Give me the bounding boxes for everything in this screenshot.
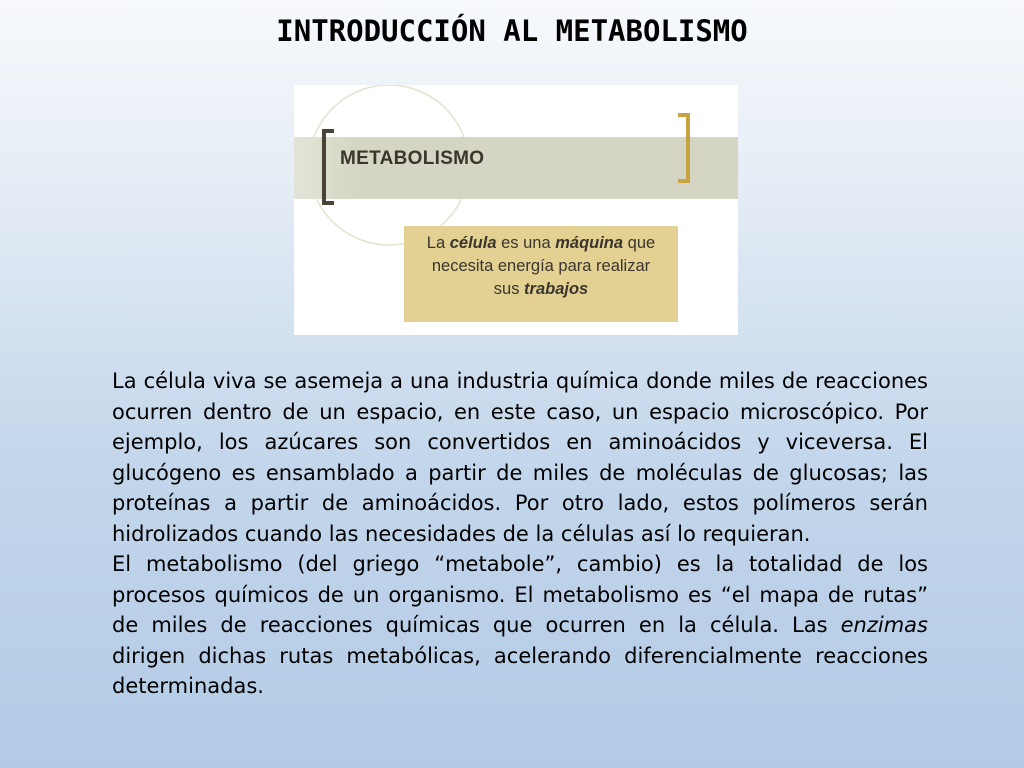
caption-emphasis-trabajos: trabajos [524,280,589,298]
paragraph-1: La célula viva se asemeja a una industria química donde miles de reacciones ocurren dentro de un espacio, en este caso, un espacio microscópico. Por ejemplo, los azúcares son convertidos en aminoácidos y viceversa. El glucógeno es ensamblado a partir de miles de moléculas de glucosas; las proteínas a partir de aminoácidos. Por otro lado, estos polímeros serán hidrolizados cuando las necesidades de la células así lo requieran. [112,369,928,546]
caption-text: que [623,234,656,252]
paragraph-2-text: El metabolismo (del griego “metabole”, cambio) es la totalidad de los procesos químicos de un organismo. El metabolismo es “el mapa de rutas” de miles de reacciones químicas que ocurren en la célula. Las [112,552,928,637]
caption-text: La [426,234,450,252]
body-text [112,366,928,702]
caption-line-1 [404,232,678,255]
paragraph-2-emphasis: enzimas [840,613,928,637]
slide-title: INTRODUCCIÓN AL METABOLISMO [276,14,748,48]
figure-caption [404,232,678,301]
caption-line-3 [404,278,678,301]
metabolism-figure [294,85,738,335]
paragraph-2-text-end: dirigen dichas rutas metabólicas, acelerando diferencialmente reacciones determinadas. [112,643,928,698]
paragraph-2 [112,549,928,702]
figure-heading: METABOLISMO [340,148,485,169]
caption-box [404,226,678,322]
caption-emphasis-maquina: máquina [555,234,624,252]
caption-text: sus [493,280,525,298]
caption-line-2: necesita energía para realizar [431,257,651,275]
caption-emphasis-celula: célula [449,234,497,252]
caption-text: es una [496,234,556,252]
